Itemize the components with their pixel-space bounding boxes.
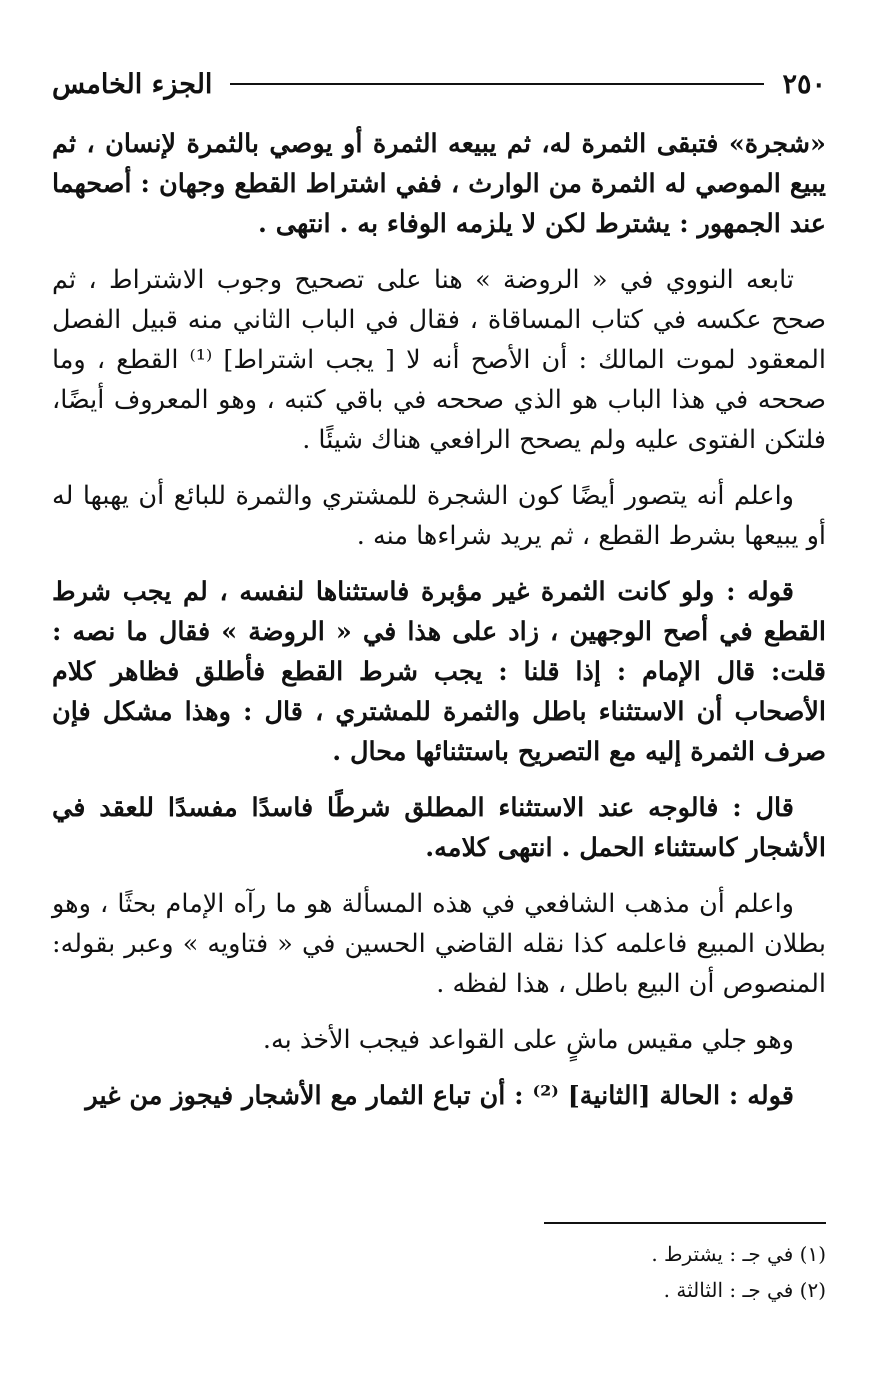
book-page	[52, 62, 826, 1116]
footnotes	[52, 1222, 826, 1308]
page-number: ٢٥٠	[782, 68, 826, 100]
page-header	[52, 62, 826, 106]
paragraph: قوله : الحالة [الثانية] ⁽²⁾ : أن تباع الثمار مع الأشجار فيجوز من غير	[85, 1081, 794, 1111]
paragraph: «شجرة» فتبقى الثمرة له، ثم يبيعه الثمرة أو يوصي بالثمرة لإنسان ، ثم يبيع الموصي له الثمرة من الوارث ، ففي اشتراط القطع وجهان : أصحهما عند الجمهور : يشترط لكن لا يلزمه الوفاء به . انتهى .	[52, 129, 826, 239]
paragraph: واعلم أنه يتصور أيضًا كون الشجرة للمشتري والثمرة للبائع أن يهبها له أو يبيعها بشرط القطع ، ثم يريد شراءها منه .	[52, 481, 826, 551]
footnote: (٢) في جـ : الثالثة .	[663, 1278, 826, 1302]
header-rule	[230, 83, 764, 85]
footnote-rule	[544, 1222, 826, 1224]
paragraph: تابعه النووي في « الروضة » هنا على تصحيح وجوب الاشتراط ، ثم صحح عكسه في كتاب المساقاة ، فقال في الباب الثاني منه قبيل الفصل المعقود لموت المالك : أن الأصح أنه لا [ يجب اشتراط] ⁽¹⁾ القطع ، وما صححه في هذا الباب هو الذي صححه في باقي كتبه ، وهو المعروف أيضًا، فلتكن الفتوى عليه ولم يصحح الرافعي هناك شيئًا .	[52, 265, 826, 455]
paragraph: واعلم أن مذهب الشافعي في هذه المسألة هو ما رآه الإمام بحثًا ، وهو بطلان المبيع فاعلمه كذا نقله القاضي الحسين في « فتاويه » وعبر بقوله: المنصوص أن البيع باطل ، هذا لفظه .	[52, 889, 826, 999]
footnote: (١) في جـ : يشترط .	[651, 1242, 826, 1266]
paragraph: قوله : ولو كانت الثمرة غير مؤبرة فاستثناها لنفسه ، لم يجب شرط القطع في أصح الوجهين ، زاد على هذا في « الروضة » فقال ما نصه : قلت: قال الإمام : إذا قلنا : يجب شرط القطع فأطلق فظاهر كلام الأصحاب أن الاستثناء باطل والثمرة للمشتري ، قال : وهذا مشكل فإن صرف الثمرة إليه مع التصريح باستثنائها محال .	[52, 577, 826, 767]
chapter-title: الجزء الخامس	[52, 68, 213, 100]
paragraph: وهو جلي مقيس ماشٍ على القواعد فيجب الأخذ به.	[262, 1025, 794, 1055]
paragraph: قال : فالوجه عند الاستثناء المطلق شرطًا فاسدًا مفسدًا للعقد في الأشجار كاستثناء الحمل . انتهى كلامه.	[52, 793, 826, 863]
